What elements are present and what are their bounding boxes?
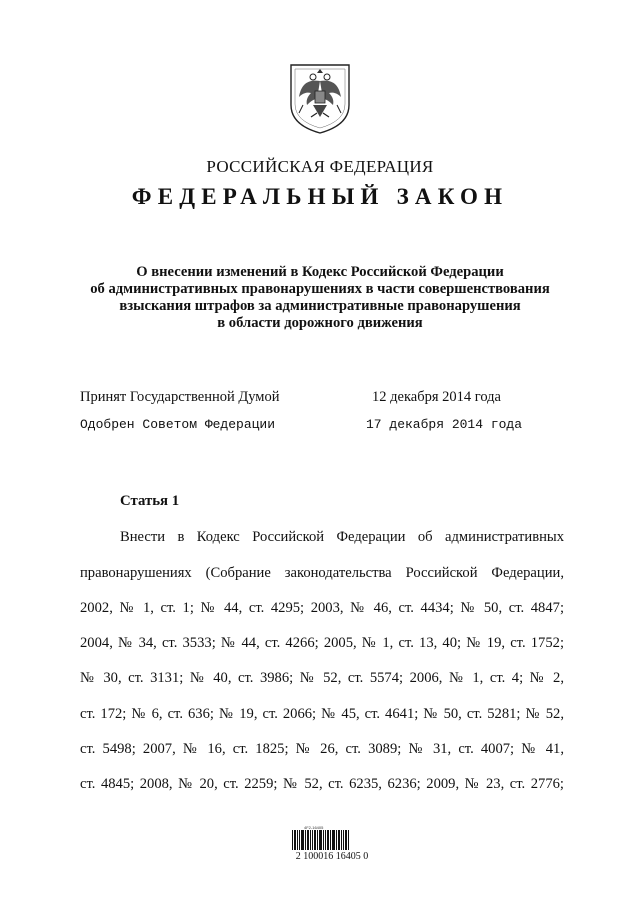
body-text-line: ст. 5498; 2007, № 16, ст. 1825; № 26, ст. 3089; № 31, ст. 4007; № 41, <box>80 741 564 757</box>
barcode-number: 2 100016 16405 0 <box>295 851 369 862</box>
body-text-line: 2002, № 1, ст. 1; № 44, ст. 4295; 2003, № 46, ст. 4434; № 50, ст. 4847; <box>80 600 564 616</box>
duma-adoption-label: Принят Государственной Думой <box>80 389 280 405</box>
body-text-line: 2004, № 34, ст. 3533; № 44, ст. 4266; 2005, № 1, ст. 13, 40; № 19, ст. 1752; <box>80 635 564 651</box>
law-title-line-3: взыскания штрафов за административные правонарушения <box>119 298 521 314</box>
body-text-line: ст. 4845; 2008, № 20, ст. 2259; № 52, ст. 6235, 6236; 2009, № 23, ст. 2776; <box>80 776 564 792</box>
russian-coat-of-arms-emblem <box>287 61 353 135</box>
law-title-line-2: об административных правонарушениях в части совершенствования <box>90 281 550 297</box>
svg-text:4F2-16405: 4F2-16405 <box>304 825 324 830</box>
body-text-line: ст. 172; № 6, ст. 636; № 19, ст. 2066; № 45, ст. 4641; № 50, ст. 5281; № 52, <box>80 706 564 722</box>
duma-adoption-date: 12 декабря 2014 года <box>372 389 501 405</box>
country-heading: РОССИЙСКАЯ ФЕДЕРАЦИЯ <box>206 157 434 176</box>
council-approval-date: 17 декабря 2014 года <box>366 417 523 432</box>
council-approval-label: Одобрен Советом Федерации <box>80 417 276 432</box>
body-text-line: № 30, ст. 3131; № 40, ст. 3986; № 52, ст. 5574; 2006, № 1, ст. 4; № 2, <box>80 670 564 686</box>
law-title-line-1: О внесении изменений в Кодекс Российской Федерации <box>136 264 504 280</box>
body-text-line: правонарушениях (Собрание законодательства Российской Федерации, <box>80 565 564 581</box>
barcode-image <box>292 824 350 850</box>
article-heading: Статья 1 <box>120 493 180 509</box>
document-type-heading: ФЕДЕРАЛЬНЫЙ ЗАКОН <box>131 184 509 209</box>
law-title-line-4: в области дорожного движения <box>217 315 423 331</box>
body-text-line: Внести в Кодекс Российской Федерации об административных <box>120 529 564 545</box>
